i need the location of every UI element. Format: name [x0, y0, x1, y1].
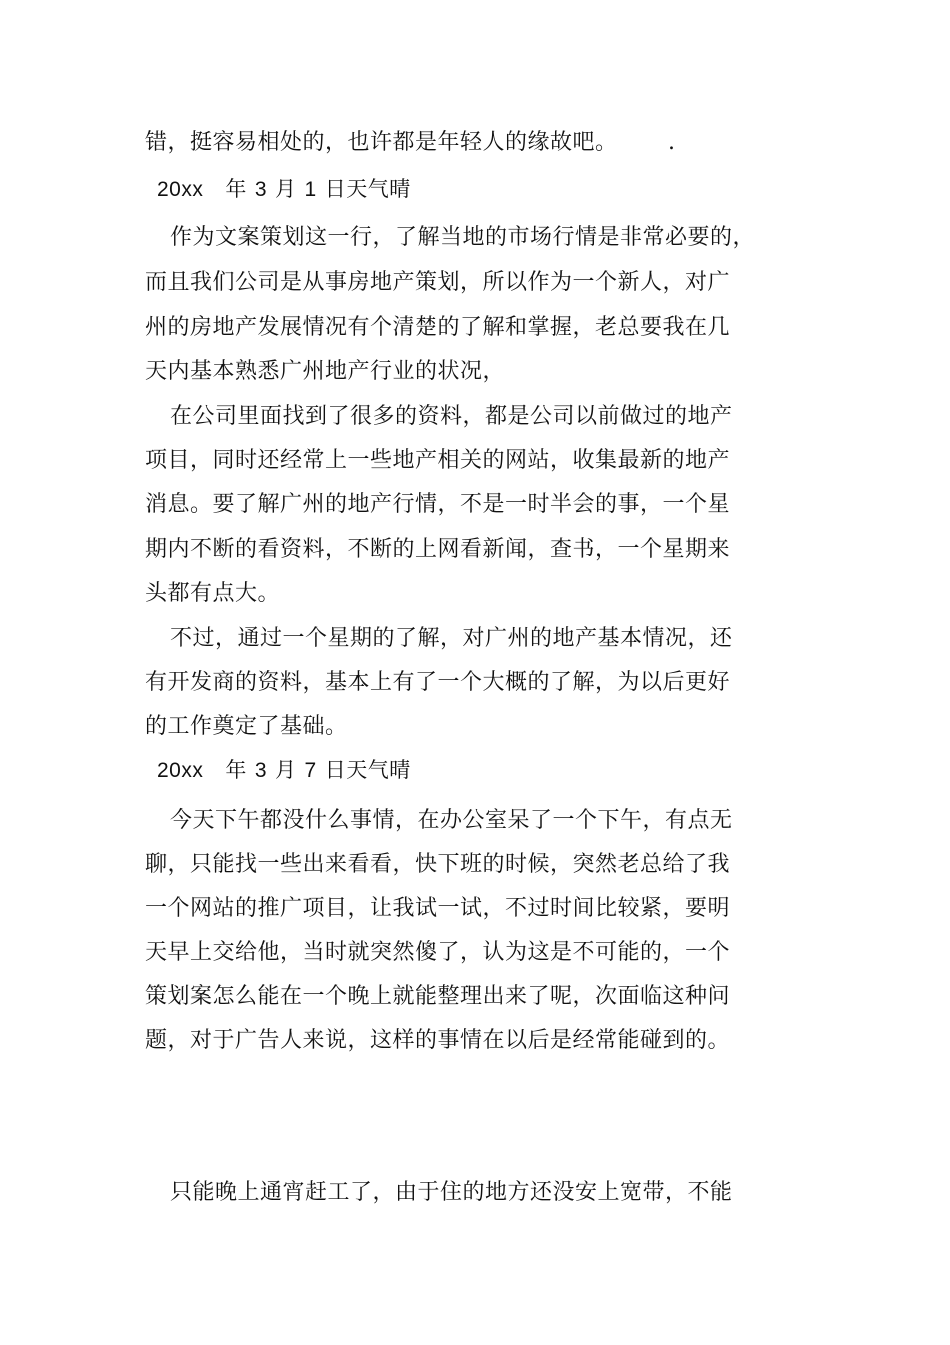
entry2-p1-line5: 策划案怎么能在一个晚上就能整理出来了呢，次面临这种问 — [145, 984, 731, 1009]
entry2-p1-line4: 天早上交给他，当时就突然傻了，认为这是不可能的，一个 — [145, 940, 731, 965]
entry2-p1-line6: 题，对于广告人来说，这样的事情在以后是经常能碰到的。 — [145, 1028, 731, 1053]
entry2-date-month: 3 — [254, 759, 268, 782]
entry1-date-year-unit: 年 — [225, 178, 247, 201]
entry1-p3-line1: 不过，通过一个星期的了解，对广州的地产基本情况，还 — [170, 626, 733, 651]
entry1-p2-line1: 在公司里面找到了很多的资料，都是公司以前做过的地产 — [170, 404, 733, 429]
entry1-date-month: 3 — [254, 178, 268, 201]
entry2-date-year: 20xx — [157, 759, 204, 782]
intro-line: 错，挺容易相处的，也许都是年轻人的缘故吧。 — [145, 130, 618, 155]
entry1-p1-line2: 而且我们公司是从事房地产策划，所以作为一个新人，对广 — [145, 270, 731, 295]
entry1-date-year: 20xx — [157, 178, 204, 201]
entry1-p1-line3: 州的房地产发展情况有个清楚的了解和掌握，老总要我在几 — [145, 315, 731, 340]
entry1-p3-line2: 有开发商的资料，基本上有了一个大概的了解，为以后更好 — [145, 670, 731, 695]
entry1-p1-line4: 天内基本熟悉广州地产行业的状况， — [145, 359, 506, 384]
entry2-date — [157, 756, 411, 786]
tail-line: 只能晚上通宵赶工了，由于住的地方还没安上宽带，不能 — [170, 1180, 733, 1205]
entry1-date — [157, 175, 411, 205]
entry2-p1-line1: 今天下午都没什么事情，在办公室呆了一个下午，有点无 — [170, 808, 733, 833]
entry1-p2-line2: 项目，同时还经常上一些地产相关的网站，收集最新的地产 — [145, 448, 731, 473]
entry1-p2-line4: 期内不断的看资料，不断的上网看新闻，查书，一个星期来 — [145, 537, 731, 562]
entry1-p3-line3: 的工作奠定了基础。 — [145, 714, 348, 739]
entry2-date-year-unit: 年 — [225, 759, 247, 782]
entry2-date-day-weather: 日天气晴 — [324, 759, 411, 782]
entry2-date-month-unit: 月 — [275, 759, 297, 782]
entry2-p1-line2: 聊，只能找一些出来看看，快下班的时候，突然老总给了我 — [145, 852, 731, 877]
entry1-date-month-unit: 月 — [275, 178, 297, 201]
entry1-p2-line3: 消息。要了解广州的地产行情，不是一时半会的事，一个星 — [145, 492, 731, 517]
intro-dot: . — [668, 130, 675, 155]
entry1-p2-line5: 头都有点大。 — [145, 581, 281, 606]
entry1-p1-line1: 作为文案策划这一行，了解当地的市场行情是非常必要的， — [170, 225, 756, 250]
entry2-p1-line3: 一个网站的推广项目，让我试一试，不过时间比较紧，要明 — [145, 896, 731, 921]
entry2-date-day: 7 — [304, 759, 317, 782]
entry1-date-day: 1 — [304, 178, 317, 201]
entry1-date-day-weather: 日天气晴 — [324, 178, 411, 201]
